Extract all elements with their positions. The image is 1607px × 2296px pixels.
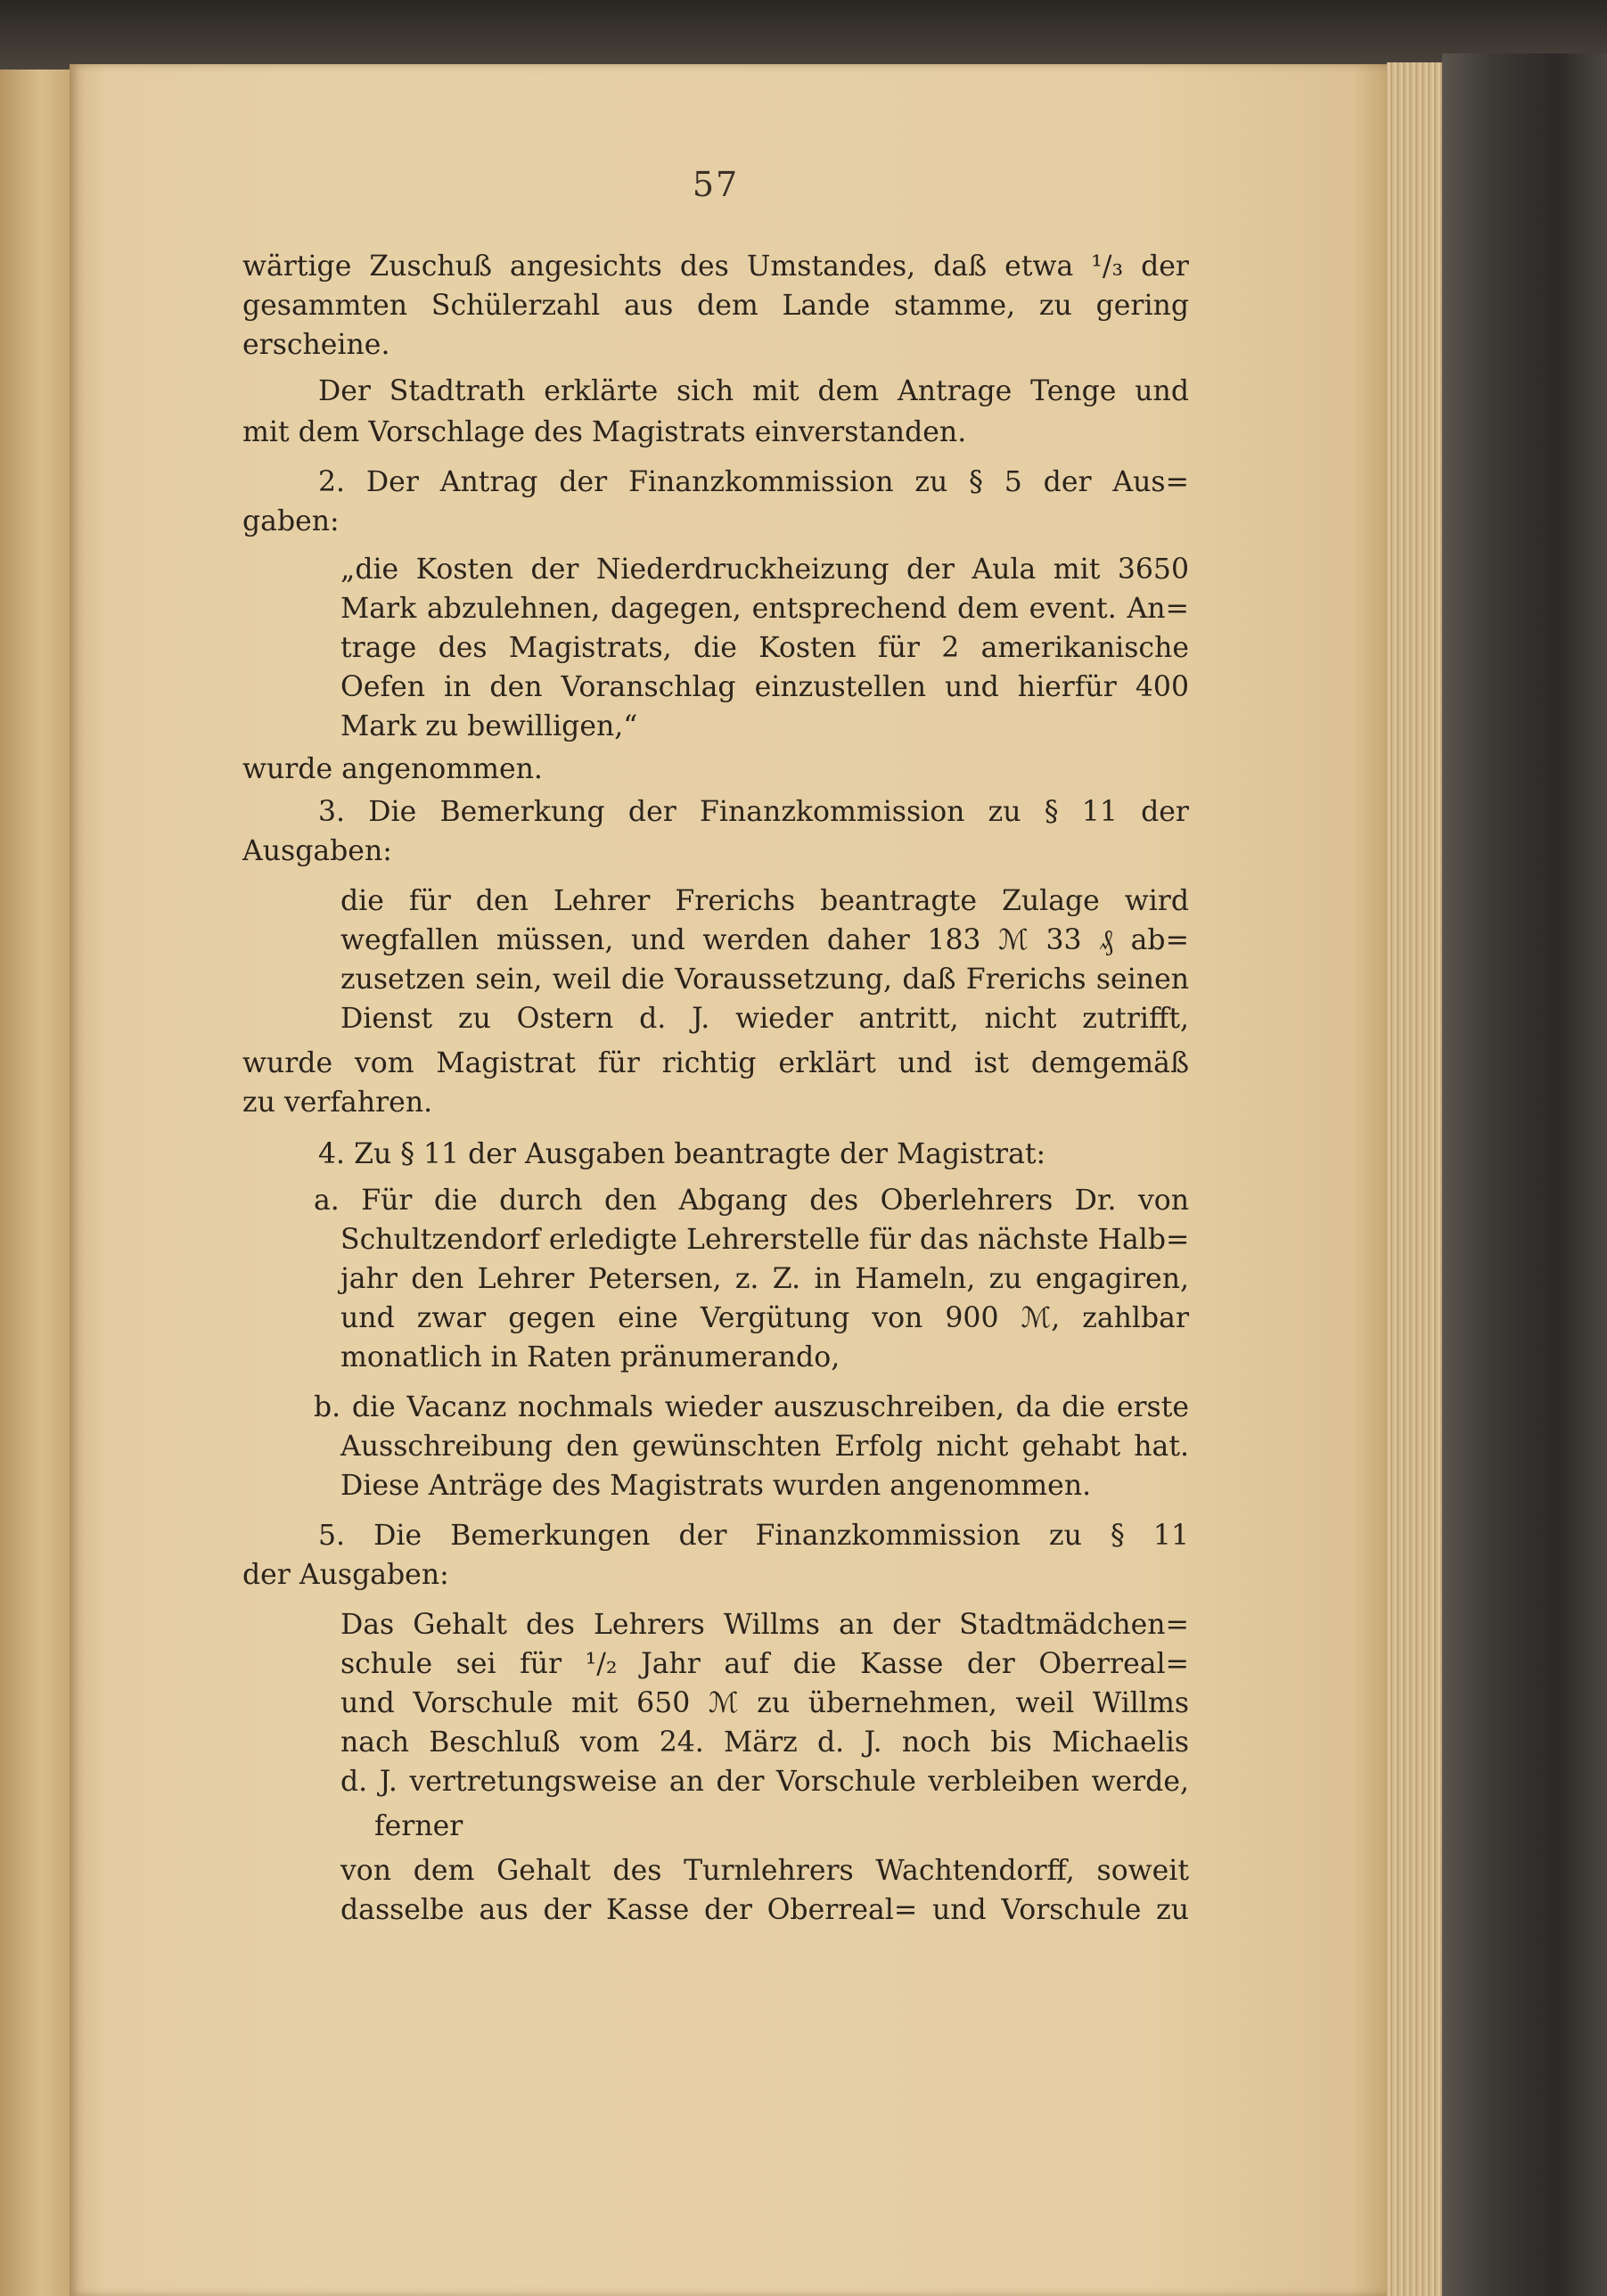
- text-line: 3. Die Bemerkung der Finanzkommission zu § 11 der: [318, 796, 1189, 828]
- text-line: gaben:: [242, 505, 340, 537]
- text-line: Der Stadtrath erklärte sich mit dem Antrage Tenge und: [318, 375, 1189, 407]
- text-line: gesammten Schülerzahl aus dem Lande stamme, zu gering: [242, 290, 1189, 322]
- text-line: d. J. vertretungsweise an der Vorschule verbleiben werde,: [340, 1766, 1189, 1798]
- text-line: schule sei für ¹/₂ Jahr auf die Kasse der Oberreal=: [340, 1648, 1189, 1680]
- text-line: die für den Lehrer Frerichs beantragte Zulage wird: [340, 885, 1189, 917]
- text-line: a. Für die durch den Abgang des Oberlehrers Dr. von: [314, 1185, 1189, 1217]
- page-edges: [1387, 62, 1442, 2296]
- text-line: Diese Anträge des Magistrats wurden angenommen.: [340, 1470, 1092, 1502]
- text-line: ferner: [374, 1810, 463, 1842]
- text-line: erscheine.: [242, 329, 390, 361]
- text-line: 5. Die Bemerkungen der Finanzkommission zu § 11: [318, 1520, 1189, 1552]
- left-page-edge: [0, 70, 70, 2296]
- text-line: wurde angenommen.: [242, 753, 543, 785]
- text-line: und zwar gegen eine Vergütung von 900 ℳ, zahlbar: [340, 1302, 1189, 1334]
- text-line: wärtige Zuschuß angesichts des Umstandes, daß etwa ¹/₃ der: [242, 250, 1189, 283]
- text-line: „die Kosten der Niederdruckheizung der Aula mit 3650: [340, 554, 1189, 586]
- text-line: dasselbe aus der Kasse der Oberreal= und Vorschule zu: [340, 1894, 1189, 1926]
- text-line: monatlich in Raten pränumerando,: [340, 1341, 840, 1374]
- text-line: wegfallen müssen, und werden daher 183 ℳ 33 ₰ ab=: [340, 924, 1189, 956]
- text-line: zusetzen sein, weil die Voraussetzung, daß Frerichs seinen: [340, 964, 1189, 996]
- page-number: 57: [692, 165, 740, 204]
- text-line: Ausgaben:: [242, 835, 392, 867]
- text-line: der Ausgaben:: [242, 1559, 449, 1591]
- text-line: mit dem Vorschlage des Magistrats einverstanden.: [242, 416, 967, 448]
- text-line: wurde vom Magistrat für richtig erklärt und ist demgemäß: [242, 1047, 1189, 1079]
- text-line: jahr den Lehrer Petersen, z. Z. in Hameln, zu engagiren,: [340, 1263, 1189, 1295]
- text-line: und Vorschule mit 650 ℳ zu übernehmen, weil Willms: [340, 1687, 1189, 1719]
- text-line: Mark zu bewilligen,“: [340, 710, 638, 742]
- text-line: 4. Zu § 11 der Ausgaben beantragte der Magistrat:: [318, 1138, 1046, 1170]
- text-line: 2. Der Antrag der Finanzkommission zu § 5 der Aus=: [318, 466, 1189, 498]
- text-line: zu verfahren.: [242, 1086, 433, 1119]
- text-line: von dem Gehalt des Turnlehrers Wachtendorff, soweit: [340, 1855, 1189, 1887]
- text-line: b. die Vacanz nochmals wieder auszuschreiben, da die erste: [314, 1391, 1189, 1423]
- text-line: Mark abzulehnen, dagegen, entsprechend dem event. An=: [340, 593, 1189, 625]
- text-line: Ausschreibung den gewünschten Erfolg nicht gehabt hat.: [340, 1431, 1189, 1463]
- text-line: Oefen in den Voranschlag einzustellen und hierfür 400: [340, 671, 1189, 703]
- book-spine: [1442, 53, 1607, 2296]
- text-line: Schultzendorf erledigte Lehrerstelle für das nächste Halb=: [340, 1224, 1190, 1256]
- text-line: Das Gehalt des Lehrers Willms an der Stadtmädchen=: [340, 1609, 1189, 1641]
- text-line: nach Beschluß vom 24. März d. J. noch bis Michaelis: [340, 1726, 1189, 1759]
- text-line: Dienst zu Ostern d. J. wieder antritt, nicht zutrifft,: [340, 1003, 1189, 1035]
- book-cover-top: [0, 0, 1607, 70]
- text-line: trage des Magistrats, die Kosten für 2 amerikanische: [340, 632, 1189, 664]
